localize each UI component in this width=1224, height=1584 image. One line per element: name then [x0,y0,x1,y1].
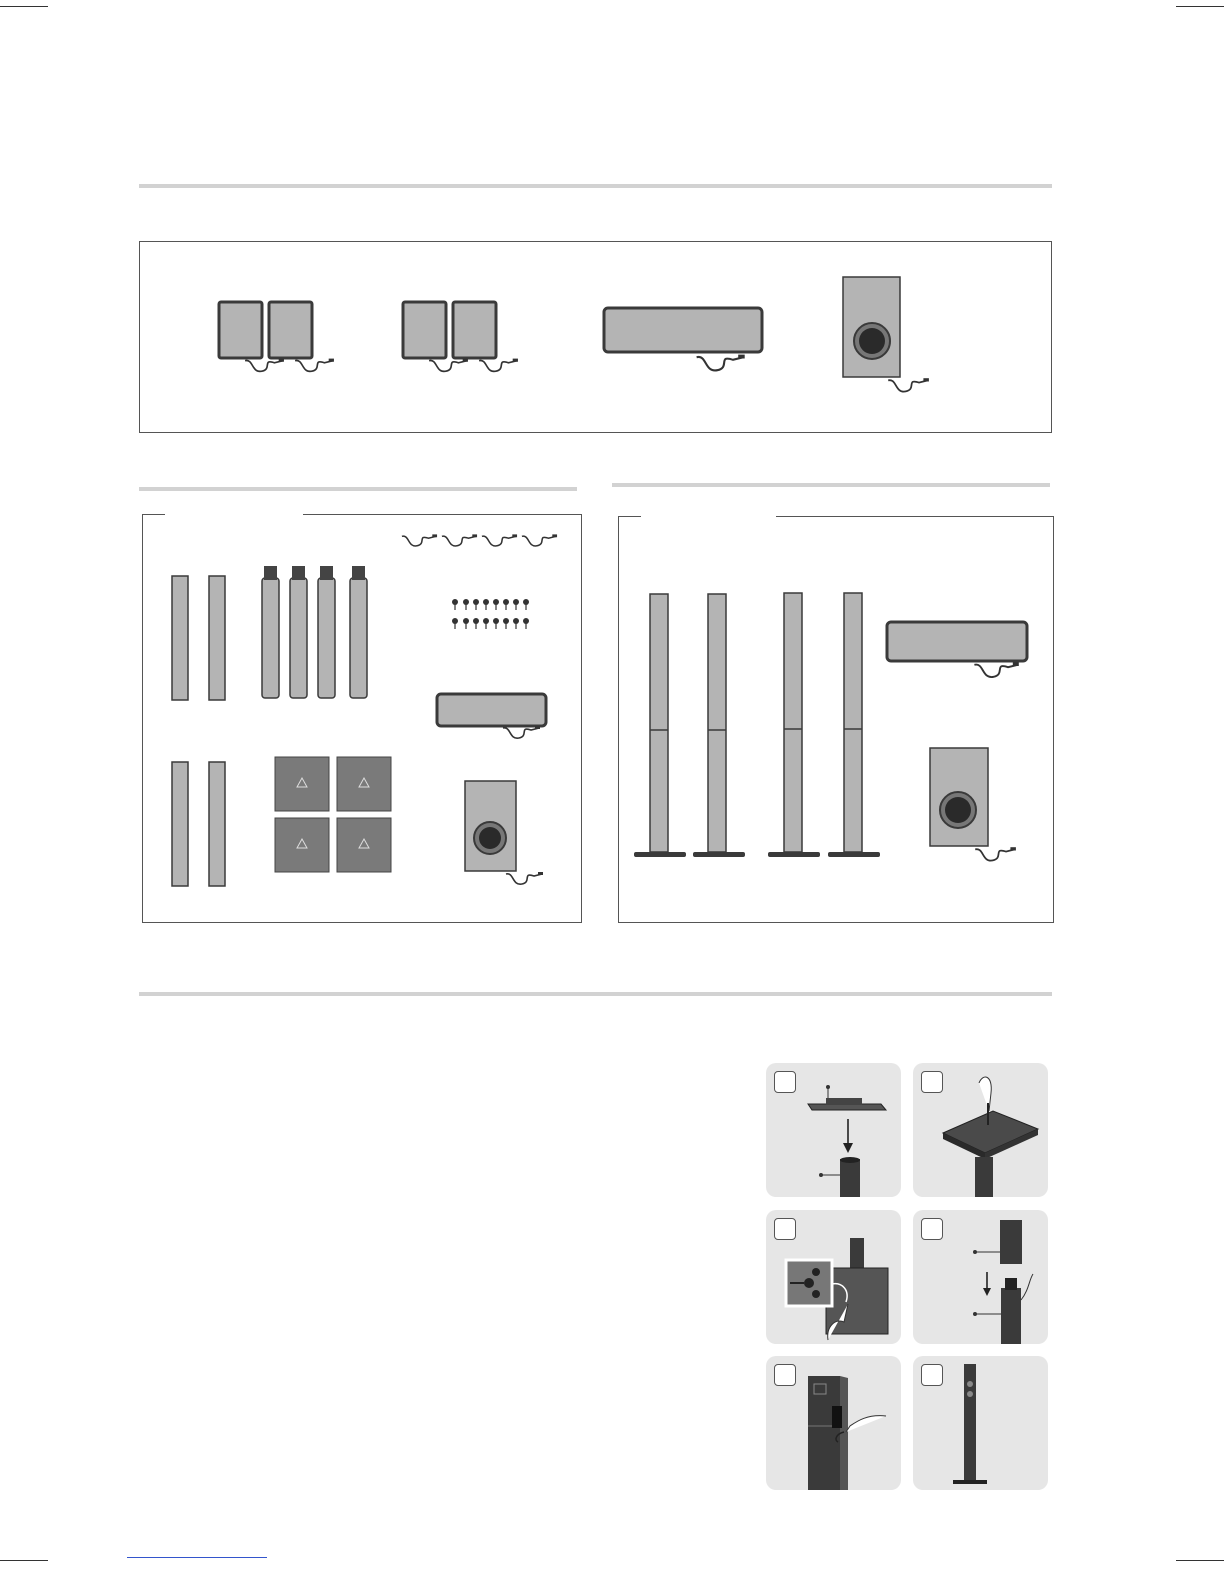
base-screw-detail-icon [766,1210,901,1344]
post-join-icon [913,1210,1048,1344]
step-card-6 [913,1356,1048,1490]
wire-clip-icon [766,1356,901,1490]
assembled-speaker-icon [913,1356,1048,1490]
stand-base-attach-icon [766,1063,901,1197]
footer-link[interactable] [127,1557,267,1558]
step-card-3 [766,1210,901,1344]
tallboy-speakers [634,593,880,857]
center-speaker [887,622,1027,677]
step-card-4 [913,1210,1048,1344]
step-card-2 [913,1063,1048,1197]
step-card-1 [766,1063,901,1197]
subwoofer [930,748,1016,861]
step-card-5 [766,1356,901,1490]
screw-base-icon [913,1063,1048,1197]
